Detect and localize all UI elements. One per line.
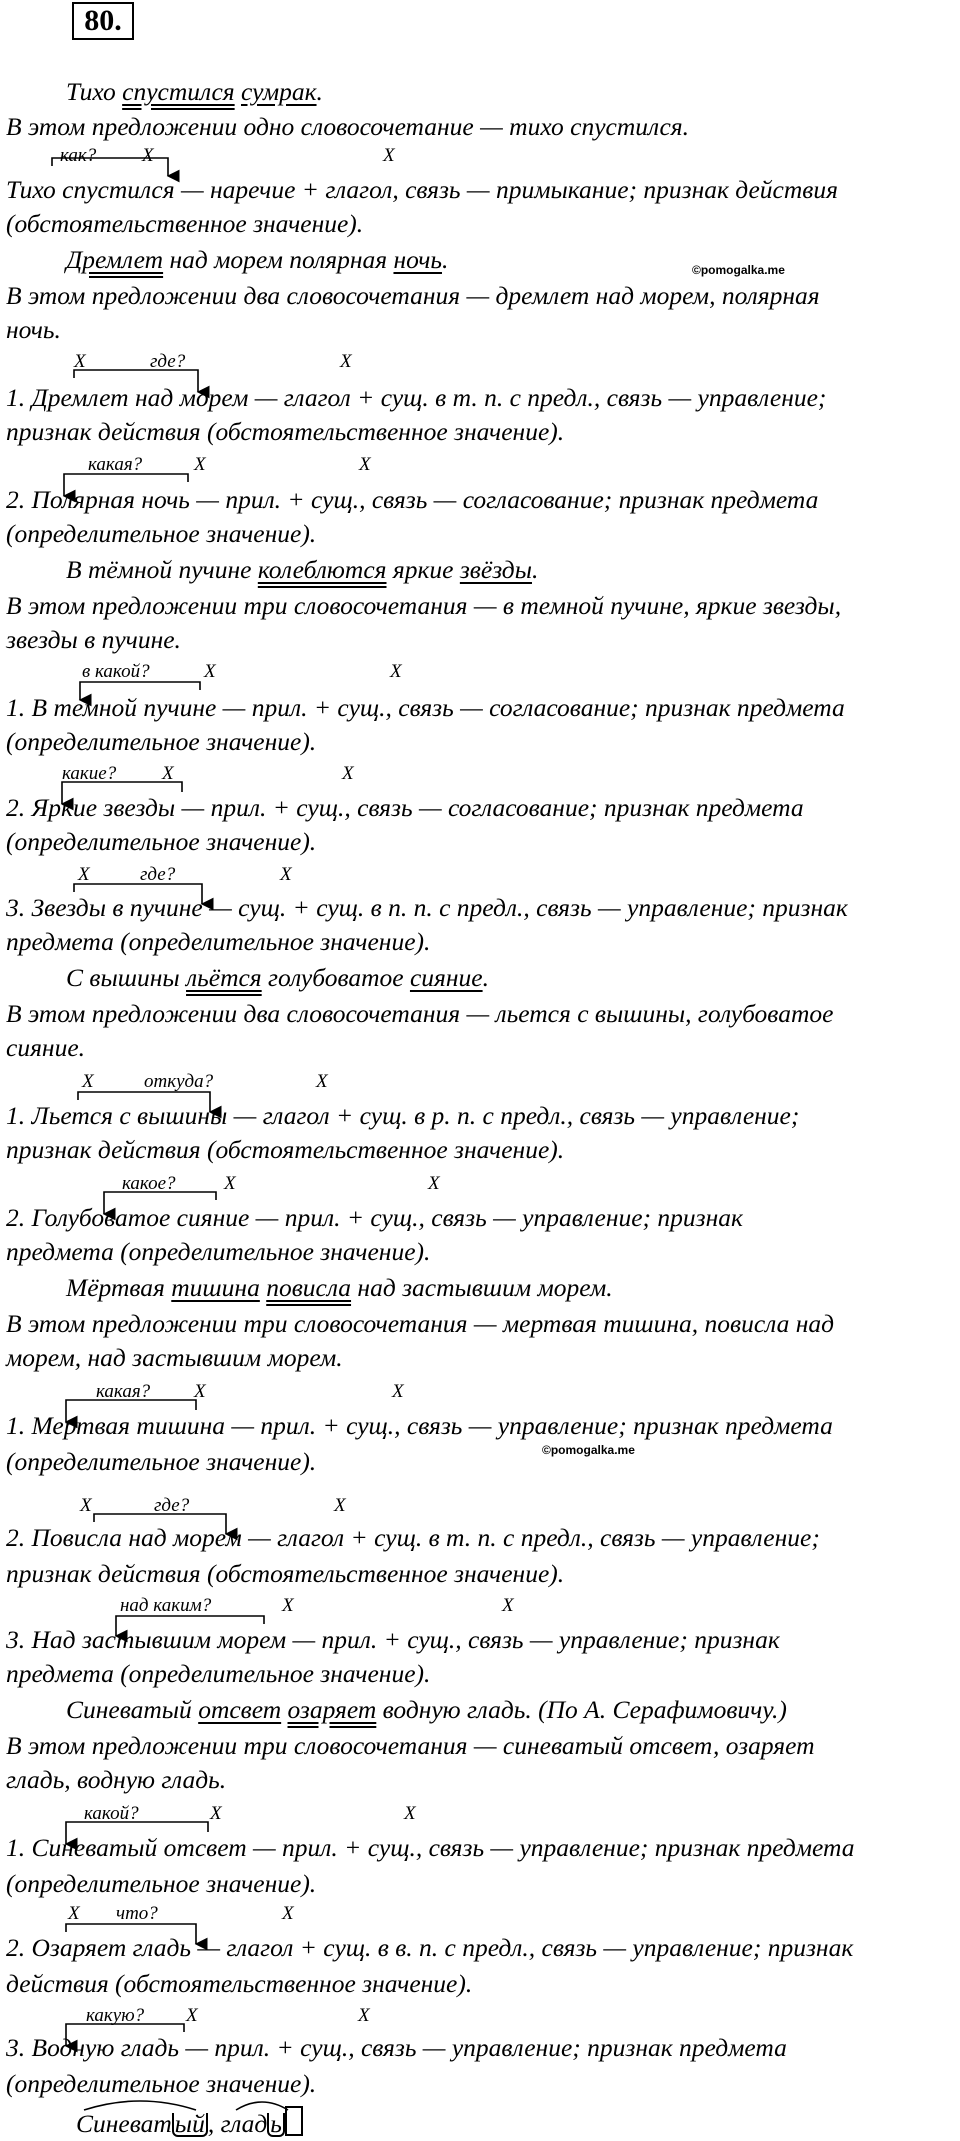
analysis-line: (обстоятельственное значение). [6, 209, 364, 238]
word-ending: ый [172, 2113, 208, 2137]
analysis-line: 1. Льется с вышины — глагол + сущ. в р. п. с предл., связь — управление; [6, 1101, 800, 1130]
analysis-line: (определительное значение). [6, 519, 317, 548]
x-mark: X [340, 351, 352, 372]
analysis-line: 3. Над застывшим морем — прил. + сущ., связь — управление; признак [6, 1625, 780, 1654]
x-mark: X [392, 1381, 404, 1402]
analysis-line: 1. В темной пучине — прил. + сущ., связь — согласование; признак предмета [6, 693, 845, 722]
subject: отсвет [198, 1695, 282, 1724]
word-ending: ь [267, 2113, 285, 2137]
analysis-line: 2. Полярная ночь — прил. + сущ., связь — согласование; признак предмета [6, 485, 819, 514]
x-mark: X [162, 763, 174, 784]
x-mark: X [194, 454, 206, 475]
x-mark: X [334, 1495, 346, 1516]
analysis-line: (определительное значение). [6, 727, 317, 756]
x-mark: X [342, 763, 354, 784]
x-mark: X [78, 864, 90, 885]
intro-text: ночь. [6, 315, 61, 344]
subject: сумрак [241, 77, 317, 106]
predicate: Дремлет [66, 245, 164, 274]
question-label: как? [60, 145, 97, 166]
x-mark: X [68, 1903, 80, 1924]
predicate: повисла [266, 1273, 352, 1302]
question-label: в какой? [82, 661, 150, 682]
x-mark: X [186, 2005, 198, 2026]
question-label: где? [140, 864, 176, 885]
subject: сияние [409, 963, 483, 992]
question-label: откуда? [144, 1071, 214, 1092]
word-root: Синеват [76, 2109, 172, 2138]
sentence-1: Тихо спустился сумрак. [66, 77, 323, 106]
question-label: какой? [84, 1803, 139, 1824]
intro-text: В этом предложении одно словосочетание — тихо спустился. [6, 112, 689, 141]
x-mark: X [82, 1071, 94, 1092]
x-mark: X [383, 145, 395, 166]
question-label: какие? [62, 763, 117, 784]
x-mark: X [204, 661, 216, 682]
analysis-line: 2. Голубоватое сияние — прил. + сущ., связь — управление; признак [6, 1203, 743, 1232]
x-mark: X [390, 661, 402, 682]
analysis-line: предмета (определительное значение). [6, 927, 431, 956]
analysis-line: 1. Дремлет над морем — глагол + сущ. в т. п. с предл., связь — управление; [6, 383, 827, 412]
analysis-line: (определительное значение). [6, 1447, 317, 1476]
sentence-6: Синеватый отсвет озаряет водную гладь. (По А. Серафимовичу.) [66, 1695, 787, 1724]
x-mark: X [282, 1903, 294, 1924]
x-mark: X [280, 864, 292, 885]
intro-text: В этом предложении два словосочетания — льется с вышины, голубоватое [6, 999, 834, 1028]
analysis-line: признак действия (обстоятельственное значение). [6, 1135, 565, 1164]
x-mark: X [316, 1071, 328, 1092]
question-label: над каким? [120, 1595, 212, 1616]
intro-text: морем, над застывшим морем. [6, 1343, 343, 1372]
analysis-line: (определительное значение). [6, 2069, 317, 2098]
analysis-line: Тихо спустился — наречие + глагол, связь — примыкание; признак действия [6, 175, 838, 204]
exercise-number: 80. [72, 2, 134, 40]
watermark: ©pomogalka.me [692, 263, 785, 277]
analysis-line: признак действия (обстоятельственное значение). [6, 417, 565, 446]
x-mark: X [358, 2005, 370, 2026]
question-label: где? [154, 1495, 190, 1516]
subject: тишина [171, 1273, 260, 1302]
analysis-line: 2. Озаряет гладь — глагол + сущ. в в. п. с предл., связь — управление; признак [6, 1933, 854, 1962]
morpheme-parsing: Синеват ый , глад ь [76, 2106, 303, 2140]
x-mark: X [359, 454, 371, 475]
sentence-3: В тёмной пучине колеблются яркие звёзды. [66, 555, 539, 584]
analysis-line: (определительное значение). [6, 827, 317, 856]
x-mark: X [210, 1803, 222, 1824]
analysis-line: 3. Водную гладь — прил. + сущ., связь — управление; признак предмета [6, 2033, 787, 2062]
analysis-line: 1. Синеватый отсвет — прил. + сущ., связь — управление; признак предмета [6, 1833, 855, 1862]
analysis-line: 1. Мертвая тишина — прил. + сущ., связь — управление; признак предмета [6, 1411, 833, 1440]
predicate: льётся [186, 963, 262, 992]
analysis-line: действия (обстоятельственное значение). [6, 1969, 473, 1998]
analysis-line: предмета (определительное значение). [6, 1237, 431, 1266]
x-mark: X [80, 1495, 92, 1516]
intro-text: гладь, водную гладь. [6, 1765, 227, 1794]
intro-text: В этом предложении два словосочетания — дремлет над морем, полярная [6, 281, 820, 310]
predicate: колеблются [257, 555, 387, 584]
question-label: где? [150, 351, 186, 372]
question-label: что? [116, 1903, 158, 1924]
x-mark: X [428, 1173, 440, 1194]
question-label: какую? [86, 2005, 145, 2026]
character-box [285, 2106, 303, 2136]
sentence-2: Дремлет над морем полярная ночь. [66, 245, 449, 274]
question-label: какое? [122, 1173, 176, 1194]
intro-text: звезды в пучине. [6, 625, 181, 654]
sentence-5: Мёртвая тишина повисла над застывшим морем. [66, 1273, 613, 1302]
watermark: ©pomogalka.me [542, 1443, 635, 1457]
predicate: спустился [122, 77, 235, 106]
x-mark: X [224, 1173, 236, 1194]
analysis-line: предмета (определительное значение). [6, 1659, 431, 1688]
x-mark: X [194, 1381, 206, 1402]
x-mark: X [404, 1803, 416, 1824]
sentence-4: С вышины льётся голубоватое сияние. [66, 963, 489, 992]
x-mark: X [74, 351, 86, 372]
analysis-line: признак действия (обстоятельственное значение). [6, 1559, 565, 1588]
question-label: какая? [96, 1381, 151, 1402]
x-mark: X [142, 145, 154, 166]
analysis-line: 3. Звезды в пучине — сущ. + сущ. в п. п. с предл., связь — управление; признак [6, 893, 848, 922]
word-root: глад [220, 2109, 268, 2138]
question-label: какая? [88, 454, 143, 475]
analysis-line: 2. Яркие звезды — прил. + сущ., связь — согласование; признак предмета [6, 793, 804, 822]
subject: звёзды [459, 555, 532, 584]
subject: ночь [393, 245, 442, 274]
analysis-line: (определительное значение). [6, 1869, 317, 1898]
intro-text: В этом предложении три словосочетания — синеватый отсвет, озаряет [6, 1731, 815, 1760]
intro-text: В этом предложении три словосочетания — в темной пучине, яркие звезды, [6, 591, 842, 620]
intro-text: сияние. [6, 1033, 86, 1062]
predicate: озаряет [287, 1695, 377, 1724]
intro-text: В этом предложении три словосочетания — мертвая тишина, повисла над [6, 1309, 835, 1338]
x-mark: X [282, 1595, 294, 1616]
x-mark: X [502, 1595, 514, 1616]
analysis-line: 2. Повисла над морем — глагол + сущ. в т. п. с предл., связь — управление; [6, 1523, 820, 1552]
